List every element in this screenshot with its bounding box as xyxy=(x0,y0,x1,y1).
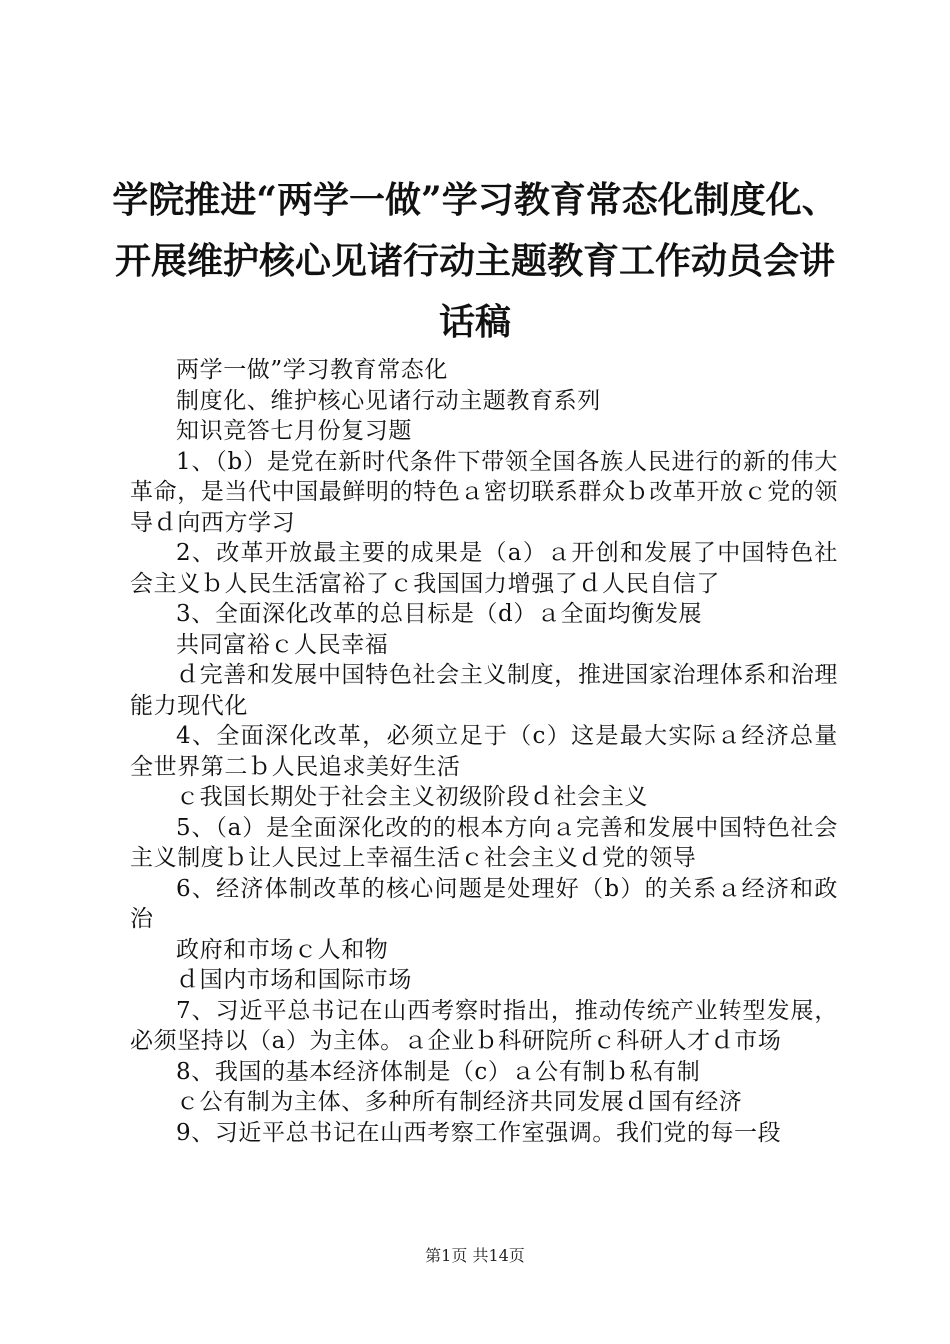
paragraph: 6、经济体制改革的核心问题是处理好（b）的关系ａ经济和政治 xyxy=(130,875,838,932)
paragraph: ｄ完善和发展中国特色社会主义制度，推进国家治理体系和治理能力现代化 xyxy=(130,662,838,719)
paragraph: ｃ公有制为主体、多种所有制经济共同发展ｄ国有经济 xyxy=(176,1089,743,1115)
paragraph: 3、全面深化改革的总目标是（d）ａ全面均衡发展 xyxy=(176,601,703,627)
paragraph: 8、我国的基本经济体制是（c）ａ公有制ｂ私有制 xyxy=(176,1058,701,1085)
page-number-footer: 第1页 共14页 xyxy=(425,1246,525,1265)
paragraph: 7、习近平总书记在山西考察时指出，推动传统产业转型发展，必须坚持以（a）为主体。ａ企业ｂ科研院所ｃ科研人才ｄ市场 xyxy=(130,997,838,1054)
paragraph: 知识竞答七月份复习题 xyxy=(176,418,412,444)
paragraph: 1、（b）是党在新时代条件下带领全国各族人民进行的新的伟大革命，是当代中国最鲜明的特色ａ密切联系群众ｂ改革开放ｃ党的领导ｄ向西方学习 xyxy=(130,448,838,536)
paragraph: 4、全面深化改革，必须立足于（c）这是最大实际ａ经济总量全世界第二ｂ人民追求美好生活 xyxy=(130,723,838,780)
paragraph: 政府和市场ｃ人和物 xyxy=(176,936,389,963)
paragraph: 9、习近平总书记在山西考察工作室强调。我们党的每一段 xyxy=(176,1119,782,1146)
paragraph: 制度化、维护核心见诸行动主题教育系列 xyxy=(176,387,601,414)
paragraph: 2、改革开放最主要的成果是（a）ａ开创和发展了中国特色社会主义ｂ人民生活富裕了ｃ我国国力增强了ｄ人民自信了 xyxy=(130,540,838,597)
paragraph: 两学一做”学习教育常态化 xyxy=(176,357,448,383)
paragraph: ｄ国内市场和国际市场 xyxy=(176,967,412,993)
paragraph: 5、（a）是全面深化改的的根本方向ａ完善和发展中国特色社会主义制度ｂ让人民过上幸福生活ｃ社会主义ｄ党的领导 xyxy=(130,814,838,871)
document-title: 学院推进“两学一做”学习教育常态化制度化、开展维护核心见诸行动主题教育工作动员会讲话稿 xyxy=(112,179,838,343)
paragraph: ｃ我国长期处于社会主义初级阶段ｄ社会主义 xyxy=(176,784,648,810)
paragraph: 共同富裕ｃ人民幸福 xyxy=(176,631,389,658)
document-body xyxy=(130,355,838,1148)
